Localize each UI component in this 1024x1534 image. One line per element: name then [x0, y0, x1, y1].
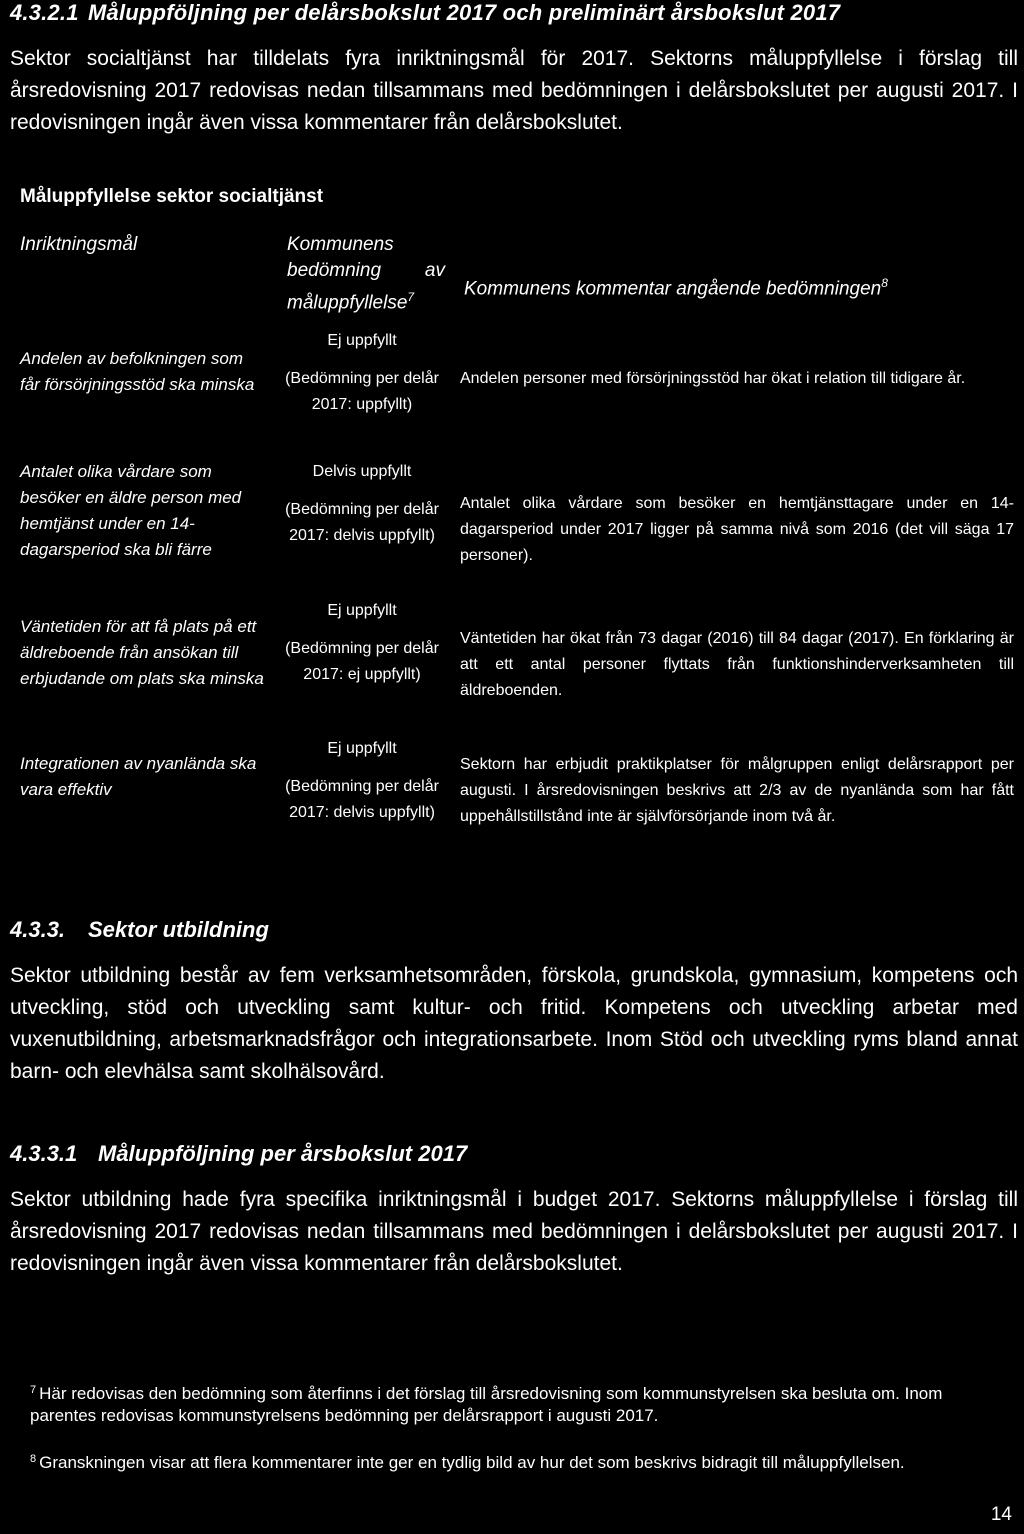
section-body-paragraph: Sektor utbildning hade fyra specifika inriktningsmål i budget 2017. Sektorns måluppfyllelse i förslag till årsredovisning 2017 redovisas nedan tillsammans med bedömningen i delårsbokslutet per augusti 2017. I redovisningen ingår även vissa kommentarer från delårsbokslutet.	[10, 1188, 1018, 1275]
table-row-assessment	[282, 328, 442, 418]
assessment-interim: (Bedömning per delår 2017: uppfyllt)	[285, 370, 439, 413]
assessment-status: Ej uppfyllt	[327, 740, 397, 757]
footnote-text: Här redovisas den bedömning som återfinns i det förslag till årsredovisning som kommunstyrelsen ska besluta om. Inom parentes redovisas kommunstyrelsens bedömning per delårsrapport i augusti 2017.	[30, 1384, 943, 1425]
table-row-goal: Integrationen av nyanlända ska vara effektiv	[20, 754, 257, 799]
footnote-mark: 7	[30, 1384, 37, 1396]
section-title: Sektor utbildning	[88, 917, 269, 942]
table-title: Måluppfyllelse sektor socialtjänst	[20, 186, 324, 207]
assessment-interim: (Bedömning per delår 2017: delvis uppfyllt)	[285, 501, 439, 544]
column-header-assessment-text: Kommunens bedömning av måluppfyllelse	[287, 234, 445, 314]
page-number: 14	[990, 1504, 1012, 1525]
section-heading-4-3-2-1	[10, 0, 840, 26]
section-heading-4-3-3	[10, 917, 269, 943]
table-row-assessment	[282, 598, 442, 688]
column-header-comment	[464, 270, 1024, 302]
table-row-assessment	[282, 459, 442, 549]
section-title: Måluppföljning per årsbokslut 2017	[98, 1141, 468, 1166]
column-header-comment-text: Kommunens kommentar angående bedömningen	[464, 278, 882, 300]
column-header-assessment	[287, 232, 445, 316]
section-title: Måluppföljning per delårsbokslut 2017 och preliminärt årsbokslut 2017	[88, 0, 841, 25]
table-row-comment: Andelen personer med försörjningsstöd har ökat i relation till tidigare år.	[460, 370, 966, 387]
footnote-8	[30, 1452, 990, 1474]
table-row-assessment	[282, 736, 442, 826]
column-header-goal: Inriktningsmål	[20, 234, 138, 255]
assessment-status: Ej uppfyllt	[327, 602, 397, 619]
section-number: 4.3.3.	[10, 917, 66, 942]
section-body-paragraph: Sektor socialtjänst har tilldelats fyra inriktningsmål för 2017. Sektorns måluppfyllelse i förslag till årsredovisning 2017 redovisas nedan tillsammans med bedömningen i delårsbokslutet per augusti 2017. I redovisningen ingår även vissa kommentarer från delårsbokslutet.	[10, 47, 1018, 134]
table-row-comment: Antalet olika vårdare som besöker en hemtjänsttagare under en 14-dagarsperiod under 2017 ligger på samma nivå som 2016 (det vill säga 17 personer).	[460, 495, 1014, 564]
assessment-status: Delvis uppfyllt	[312, 463, 412, 480]
table-row-goal: Väntetiden för att få plats på ett äldreboende från ansökan till erbjudande om plats ska minska	[20, 617, 264, 688]
section-body-paragraph: Sektor utbildning består av fem verksamhetsområden, förskola, grundskola, gymnasium, kompetens och utveckling, stöd och utveckling samt kultur- och fritid. Kompetens och utveckling arbetar med vuxenutbildning, arbetsmarknadsfrågor och integrationsarbete. Inom Stöd och utveckling ryms bland annat barn- och elevhälsa samt skolhälsovård.	[10, 964, 1018, 1083]
assessment-interim: (Bedömning per delår 2017: delvis uppfyllt)	[285, 778, 439, 821]
footnote-mark: 8	[30, 1453, 37, 1465]
table-row-comment: Sektorn har erbjudit praktikplatser för målgruppen enligt delårsrapport per augusti. I årsredovisningen beskrivs att 2/3 av de nyanlända som har fått uppehållstillstånd inte är självförsörjande inom två år.	[460, 756, 1014, 825]
section-heading-4-3-3-1	[10, 1141, 467, 1167]
footnote-text: Granskningen visar att flera kommentarer inte ger en tydlig bild av hur det som beskrivs bidragit till måluppfyllelsen.	[39, 1453, 905, 1472]
section-number: 4.3.2.1	[10, 0, 79, 25]
table-row-goal: Andelen av befolkningen som får försörjningsstöd ska minska	[20, 349, 255, 394]
section-number: 4.3.3.1	[10, 1141, 78, 1166]
assessment-status: Ej uppfyllt	[327, 332, 397, 349]
footnote-ref-8: 8	[881, 276, 888, 290]
table-row-comment: Väntetiden har ökat från 73 dagar (2016) till 84 dagar (2017). En förklaring är att ett antal personer flyttats från funktionshinderverksamheten till äldreboenden.	[460, 630, 1014, 699]
table-row-goal: Antalet olika vårdare som besöker en äldre person med hemtjänst under en 14-dagarsperiod ska bli färre	[20, 462, 242, 559]
assessment-interim: (Bedömning per delår 2017: ej uppfyllt)	[285, 640, 439, 683]
footnote-7	[30, 1383, 990, 1427]
footnote-ref-7: 7	[407, 290, 415, 304]
